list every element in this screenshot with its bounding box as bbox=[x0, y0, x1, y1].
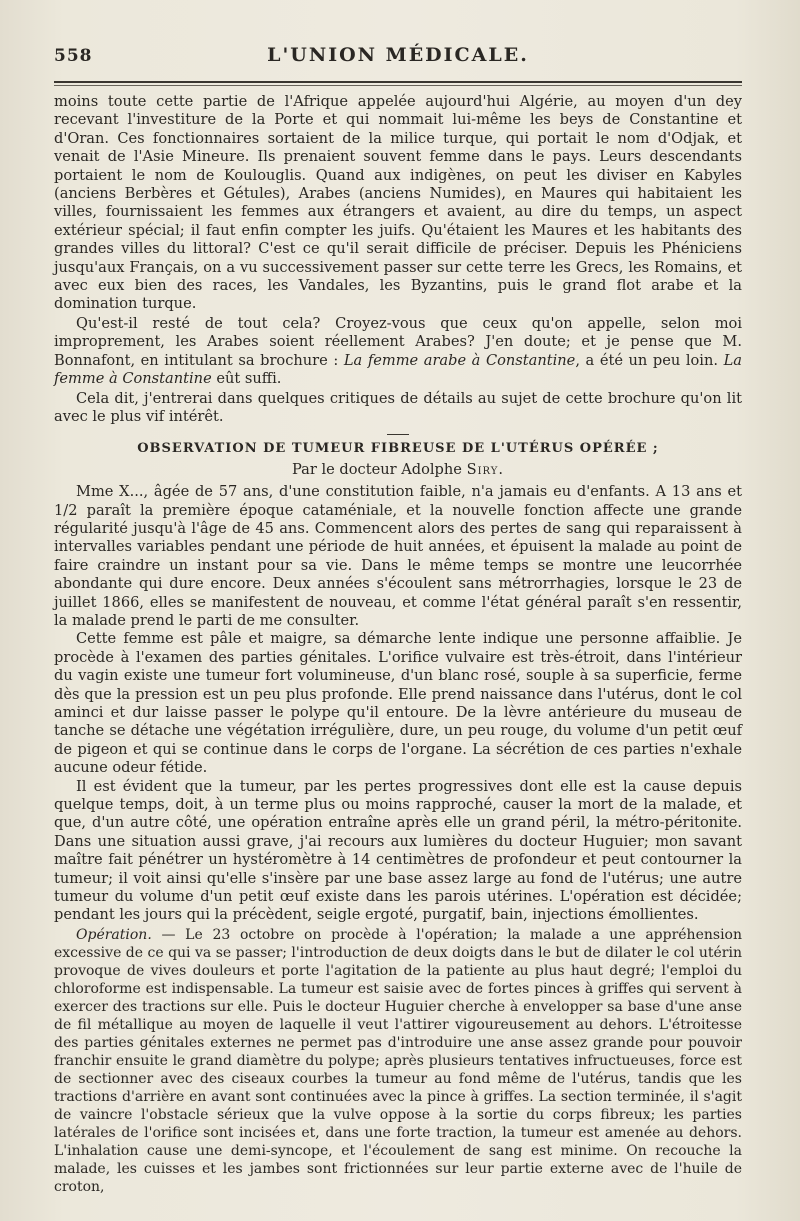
paragraph-case-history: Mme X..., âgée de 57 ans, d'une constitution faible, n'a jamais eu d'enfants. A 13 ans et 1/2 paraît la première époque cataméniale, et la nouvelle fonction affecte une grande régularité jusqu'à l'âge de 45 ans. Commencent alors des pertes de sang qui reparaissent à intervalles variables pendant une période de huit années, et épuisent la malade au point de faire craindre un instant pour sa vie. Dans le même temps se montre une leucorrhée abondante qui dure encore. Deux années s'écoulent sans métrorrhagies, lorsque le 23 de juillet 1866, elles se manifestent de nouveau, et comme l'état général paraît s'en ressentir, la malade prend le parti de me consulter. bbox=[54, 483, 742, 629]
brochure-title: La femme arabe à Constantine bbox=[343, 351, 576, 369]
running-title: L'UNION MÉDICALE. bbox=[267, 44, 529, 66]
author-prefix: Par le docteur Adolphe bbox=[291, 460, 467, 478]
author-line bbox=[54, 461, 742, 479]
page-header bbox=[54, 44, 742, 78]
author-name: Siry. bbox=[466, 460, 504, 478]
operation-label: Opération. bbox=[76, 926, 152, 943]
text-body bbox=[54, 93, 742, 1196]
header-rule-thin bbox=[54, 85, 742, 86]
paragraph-question bbox=[54, 315, 742, 389]
page-number: 558 bbox=[54, 46, 93, 66]
section-separator bbox=[387, 434, 409, 435]
section-title: OBSERVATION DE TUMEUR FIBREUSE DE L'UTÉRUS OPÉRÉE ; bbox=[137, 441, 659, 457]
suggested-title: La femme à Constantine bbox=[54, 351, 742, 388]
paragraph-intro: moins toute cette partie de l'Afrique appelée aujourd'hui Algérie, au moyen d'un dey recevant l'investiture de la Porte et qui nommait lui-même les beys de Constantine et d'Oran. Ces fonctionnaires sortaient de la milice turque, qui portait le nom d'Odjak, et venait de l'Asie Mineure. Ils prenaient souvent femme dans le pays. Leurs descendants portaient le nom de Koulouglis. Quand aux indigènes, on peut les diviser en Kabyles (anciens Berbères et Gétules), Arabes (anciens Numides), en Maures qui habitaient les villes, fournissaient les femmes aux étrangers et avaient, au dire du temps, un aspect extérieur spécial; il faut enfin compter les juifs. Qu'étaient les Maures et les habitants des grandes villes du littoral? C'est ce qu'il serait difficile de préciser. Depuis les Phéniciens jusqu'aux Français, on a vu successivement passer sur cette terre les Grecs, les Romains, et avec eux bien des races, les Vandales, les Byzantins, puis le grand flot arabe et la domination turque. bbox=[54, 93, 742, 313]
question-text-c: eût suffi. bbox=[211, 370, 282, 388]
operation-text: — Le 23 octobre on procède à l'opération; la malade a une appréhension excessive de ce qui va se passer; l'introduction de deux doigts dans le but de dilater le col utérin provoque de vives douleurs et porte l'agitation de la patiente au plus haut degré; l'emploi du chloroforme est indispensable. La tumeur est saisie avec de fortes pinces à griffes qui servent à exercer des tractions sur elle. Puis le docteur Huguier cherche à envelopper sa base d'une anse de fil métallique au moyen de laquelle il veut l'attirer vigoureusement au dehors. L'étroitesse des parties génitales externes ne permet pas d'introduire une anse assez grande pour pouvoir franchir ensuite le grand diamètre du polype; après plusieurs tentatives infructueuses, force est de sectionner avec des ciseaux courbes la tumeur au fond même de l'utérus, tandis que les tractions d'arrière en avant sont continuées avec la pince à griffes. La section terminée, il s'agit de vaincre l'obstacle sérieux que la vulve oppose à la sortie du corps fibreux; les parties latérales de l'orifice sont incisées et, dans une forte traction, la tumeur est amenée au dehors. L'inhalation cause une demi-syncope, et l'écoulement de sang est minime. On recouche la malade, les cuisses et les jambes sont frictionnées sur leur partie externe avec de l'huile de croton, bbox=[54, 926, 742, 1195]
paragraph-examination: Cette femme est pâle et maigre, sa démarche lente indique une personne affaiblie. Je procède à l'examen des parties génitales. L'orifice vulvaire est très-étroit, dans l'intérieur du vagin existe une tumeur fort volumineuse, d'un blanc rosé, souple à sa superficie, ferme dès que la pression est un peu plus profonde. Elle prend naissance dans l'utérus, dont le col aminci et dur laisse passer le polype qu'il entoure. De la lèvre antérieure du museau de tanche se détache une végétation irrégulière, dure, un peu rouge, du volume d'un petit œuf de pigeon et qui se continue dans le corps de l'organe. La sécrétion de ces parties n'exhale aucune odeur fétide. bbox=[54, 630, 742, 777]
question-text-b: , a été un peu loin. bbox=[575, 351, 724, 369]
paragraph-decision: Il est évident que la tumeur, par les pertes progressives dont elle est la cause depuis quelque temps, doit, à un terme plus ou moins rapproché, causer la mort de la malade, et que, d'un autre côté, une opération entraîne après elle un grand péril, la métro-péritonite. Dans une situation aussi grave, j'ai recours aux lumières du docteur Huguier; mon savant maître fait pénétrer un hystéromètre à 14 centimètres de profondeur et peut contourner la tumeur; il voit ainsi qu'elle s'insère par une base assez large au fond de l'utérus; une autre tumeur du volume d'un petit œuf existe dans les parois utérines. L'opération est décidée; pendant les jours qui la précèdent, seigle ergoté, purgatif, bain, injections émollientes. bbox=[54, 777, 742, 924]
header-rule bbox=[54, 81, 742, 83]
paragraph-operation bbox=[54, 926, 742, 1196]
question-text-a: Qu'est-il resté de tout cela? Croyez-vous que ceux qu'on appelle, selon moi improprement, les Arabes soient réellement Arabes? J'en doute; et je pense que M. Bonnafont, en intitulant sa brochure : bbox=[54, 314, 742, 369]
paragraph-critique: Cela dit, j'entrerai dans quelques critiques de détails au sujet de cette brochure qu'on lit avec le plus vif intérêt. bbox=[54, 389, 742, 425]
